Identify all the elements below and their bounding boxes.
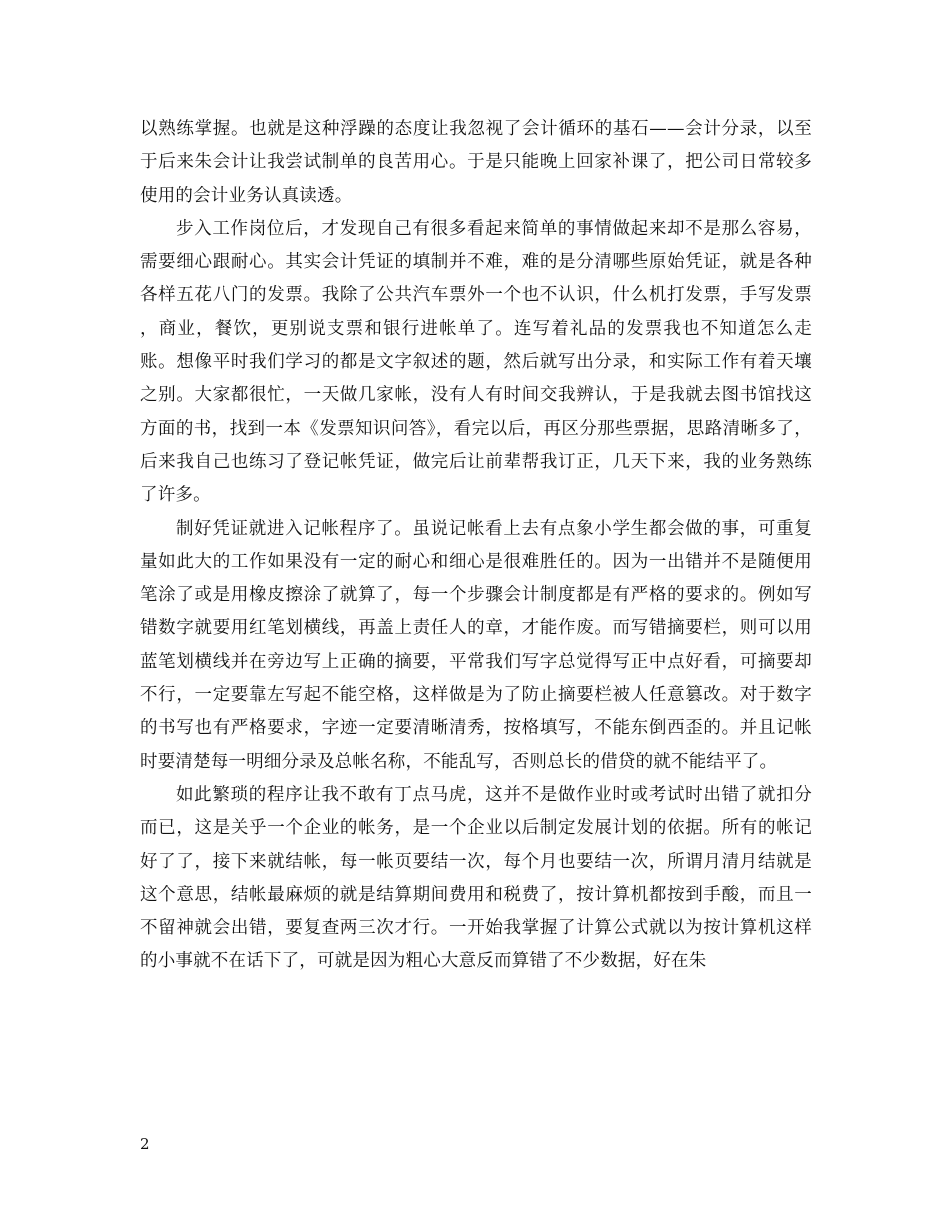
paragraph-4: 如此繁琐的程序让我不敢有丁点马虎，这并不是做作业时或考试时出错了就扣分而已，这是关乎一个企业的帐务，是一个企业以后制定发展计划的依据。所有的帐记好了了，接下来就结帐，每一帐页要结一次，每个月也要结一次，所谓月清月结就是这个意思，结帐最麻烦的就是结算期间费用和税费了，按计算机都按到手酸，而且一不留神就会出错，要复查两三次才行。一开始我掌握了计算公式就以为按计算机这样的小事就不在话下了，可就是因为粗心大意反而算错了不少数据，好在朱 (140, 784, 812, 972)
document-body (140, 113, 812, 979)
paragraph-1: 以熟练掌握。也就是这种浮躁的态度让我忽视了会计循环的基石——会计分录，以至于后来朱会计让我尝试制单的良苦用心。于是只能晚上回家补课了，把公司日常较多使用的会计业务认真读透。 (140, 119, 812, 206)
paragraph-2: 步入工作岗位后，才发现自己有很多看起来简单的事情做起来却不是那么容易，需要细心跟耐心。其实会计凭证的填制并不难，难的是分清哪些原始凭证，就是各种各样五花八门的发票。我除了公共汽车票外一个也不认识，什么机打发票，手写发票 ，商业，餐饮，更别说支票和银行进帐单了。连写着礼品的发票我也不知道怎么走账。想像平时我们学习的都是文字叙述的题，然后就写出分录，和实际工作有着天壤之别。大家都很忙，一天做几家帐，没有人有时间交我辨认，于是我就去图书馆找这方面的书，找到一本《发票知识问答》，看完以后，再区分那些票据，思路清晰多了，后来我自己也练习了登记帐凭证，做完后让前辈帮我订正，几天下来，我的业务熟练了许多。 (140, 218, 812, 506)
page-number: 2 (140, 1135, 150, 1153)
paragraph-3: 制好凭证就进入记帐程序了。虽说记帐看上去有点象小学生都会做的事，可重复量如此大的工作如果没有一定的耐心和细心是很难胜任的。因为一出错并不是随便用笔涂了或是用橡皮擦涂了就算了，每一个步骤会计制度都是有严格的要求的。例如写错数字就要用红笔划横线，再盖上责任人的章，才能作废。而写错摘要栏，则可以用蓝笔划横线并在旁边写上正确的摘要，平常我们写字总觉得写正中点好看，可摘要却不行，一定要靠左写起不能空格，这样做是为了防止摘要栏被人任意篡改。对于数字的书写也有严格要求，字迹一定要清晰清秀，按格填写，不能东倒西歪的。并且记帐时要清楚每一明细分录及总帐名称，不能乱写，否则总长的借贷的就不能结平了。 (140, 518, 812, 772)
